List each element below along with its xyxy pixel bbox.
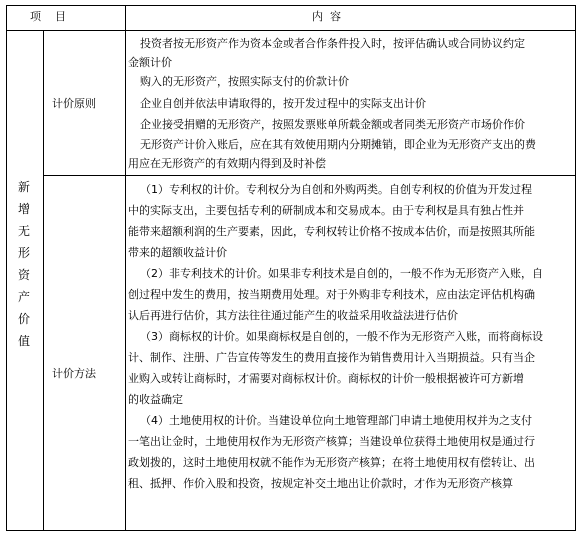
section-label-pricing-method: 计价方法 bbox=[52, 367, 96, 380]
category-char: 增 bbox=[17, 202, 30, 216]
grid-line-section bbox=[43, 175, 576, 176]
category-char: 形 bbox=[17, 246, 30, 260]
section2-line: （2）非专利技术的计价。如果非专利技术是自创的，一般不作为无形资产入账，自 bbox=[140, 267, 543, 280]
section2-line: （3）商标权的计价。如果商标权是自创的，一般不作为无形资产入账，而将商标设 bbox=[140, 330, 543, 343]
section1-line: 用应在无形资产的有效期内得到及时补偿 bbox=[128, 157, 326, 170]
category-char: 资 bbox=[17, 268, 30, 282]
section2-line: （1）专利权的计价。专利权分为自创和外购两类。自创专利权的价值为开发过程 bbox=[140, 183, 532, 196]
section1-line: 企业接受捐赠的无形资产，按照发票账单所载金额或者同类无形资产市场价作价 bbox=[140, 118, 525, 131]
section2-line: 创过程中发生的费用，按当期费用处理。对于外购非专利技术，应由法定评估机构确 bbox=[128, 288, 535, 301]
section1-line: 购入的无形资产，按照实际支付的价款计价 bbox=[140, 75, 349, 88]
grid-line-header bbox=[6, 30, 576, 31]
category-char: 价 bbox=[17, 312, 30, 326]
section2-line: 计、制作、注册、广告宣传等发生的费用直接作为销售费用计入当期损益。只有当企 bbox=[128, 351, 535, 364]
section1-line: 金额计价 bbox=[128, 56, 172, 69]
category-char: 无 bbox=[17, 224, 30, 238]
section1-line: 企业自创并依法申请取得的，按开发过程中的实际支出计价 bbox=[140, 97, 426, 110]
grid-line-col2 bbox=[125, 5, 126, 531]
grid-line-col1 bbox=[43, 31, 44, 531]
header-content: 内 容 bbox=[312, 10, 341, 23]
section2-line: 租、抵押、作价入股和投资，按规定补交土地出让价款时，才作为无形资产核算 bbox=[128, 477, 513, 490]
section2-line: 的收益确定 bbox=[128, 393, 183, 406]
section2-line: 政划拨的，这时土地使用权就不能作为无形资产核算；在将土地使用权有偿转让、出 bbox=[128, 456, 535, 469]
section2-line: （4）土地使用权的计价。当建设单位向土地管理部门申请土地使用权并为之支付 bbox=[140, 414, 532, 427]
category-char: 新 bbox=[17, 180, 30, 194]
section1-line: 无形资产计价入账后，应在其有效使用期内分期摊销，即企业为无形资产支出的费 bbox=[140, 138, 536, 151]
section2-line: 认后再进行估价，其方法往往通过能产生的收益采用收益法进行估价 bbox=[128, 309, 458, 322]
section2-line: 能带来超额利润的生产要素，因此，专利权转让价格不按成本估价，而是按照其所能 bbox=[128, 225, 535, 238]
section2-line: 一笔出让金时，土地使用权作为无形资产核算；当建设单位获得土地使用权是通过行 bbox=[128, 435, 535, 448]
section-label-pricing-principle: 计价原则 bbox=[52, 97, 96, 110]
header-item: 项 目 bbox=[30, 10, 66, 23]
section2-line: 带来的超额收益计价 bbox=[128, 246, 227, 259]
section1-line: 投资者按无形资产作为资本金或者合作条件投入时，按评估确认或合同协议约定 bbox=[140, 37, 525, 50]
category-char: 产 bbox=[17, 290, 30, 304]
section2-line: 业购入或转让商标时，才需要对商标权计价。商标权的计价一般根据被许可方新增 bbox=[128, 372, 524, 385]
category-char: 值 bbox=[17, 334, 30, 348]
section2-line: 中的实际支出，主要包括专利的研制成本和交易成本。由于专利权是具有独占性并 bbox=[128, 204, 524, 217]
category-label bbox=[16, 176, 32, 352]
